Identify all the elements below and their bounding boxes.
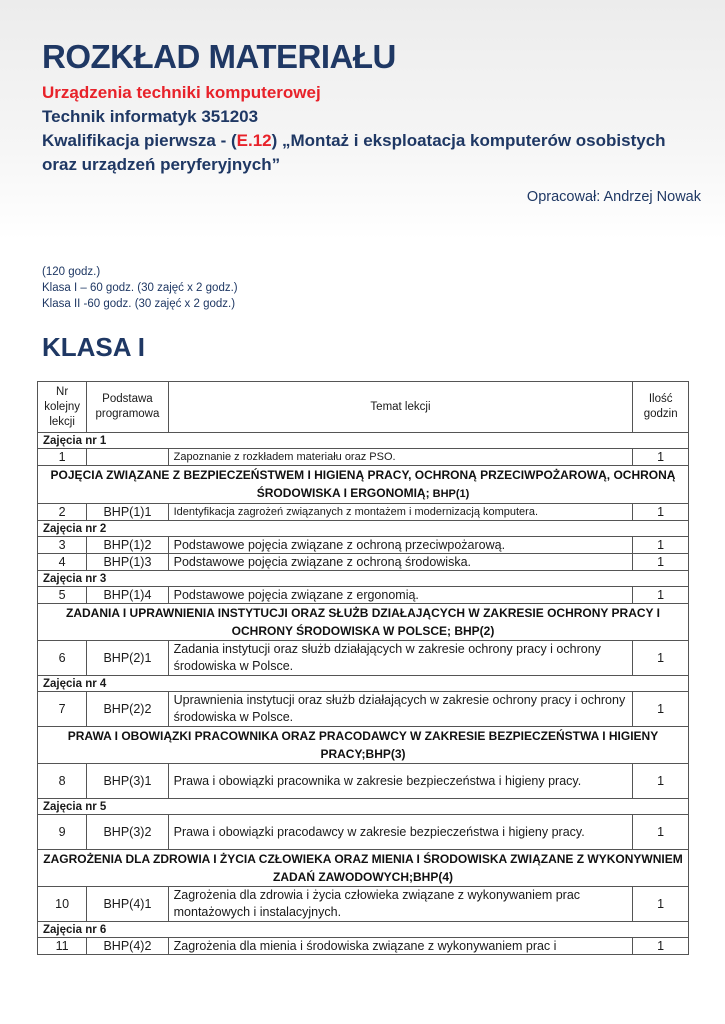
lesson-table (37, 381, 689, 955)
qualification-suffix: ) „Montaż i eksploatacja komputerów osobistych (271, 131, 666, 150)
qualification-line (42, 131, 666, 151)
zajecia-row (38, 922, 689, 938)
section-text: POJĘCIA ZWIĄZANE Z BEZPIECZEŃSTWEM I HIGIENĄ PRACY, OCHRONĄ PRZECIWPOŻAROWĄ, OCHRONĄ ŚRODOWISKA I ERGONOMIĄ; (50, 468, 676, 500)
cell-podstawa: BHP(3)2 (87, 815, 168, 850)
cell-nr: 10 (38, 887, 87, 922)
section-suffix: BHP(1) (429, 488, 470, 500)
table-row (38, 449, 689, 466)
zajecia-row (38, 676, 689, 692)
cell-nr: 7 (38, 692, 87, 727)
cell-podstawa (87, 449, 168, 466)
table-row (38, 815, 689, 850)
cell-nr: 9 (38, 815, 87, 850)
cell-ilosc: 1 (633, 692, 689, 727)
zajecia-row (38, 571, 689, 587)
cell-podstawa: BHP(1)1 (87, 504, 168, 521)
zajecia-row (38, 433, 689, 449)
section-row (38, 727, 689, 764)
cell-ilosc: 1 (633, 449, 689, 466)
cell-ilosc: 1 (633, 554, 689, 571)
cell-ilosc: 1 (633, 815, 689, 850)
cell-temat: Podstawowe pojęcia związane z ochroną przeciwpożarową. (168, 537, 633, 554)
table-row (38, 938, 689, 955)
table-row (38, 587, 689, 604)
section-heading: PRAWA I OBOWIĄZKI PRACOWNIKA ORAZ PRACODAWCY W ZAKRESIE BEZPIECZEŃSTWA I HIGIENY PRACY;BHP(3) (38, 727, 689, 764)
cell-temat: Podstawowe pojęcia związane z ochroną środowiska. (168, 554, 633, 571)
zajecia-row (38, 799, 689, 815)
cell-temat: Prawa i obowiązki pracownika w zakresie bezpieczeństwa i higieny pracy. (168, 764, 633, 799)
cell-ilosc: 1 (633, 587, 689, 604)
hours-class-2: Klasa II -60 godz. (30 zajęć x 2 godz.) (42, 298, 236, 310)
section-heading: ZADANIA I UPRAWNIENIA INSTYTUCJI ORAZ SŁUŻB DZIAŁAJĄCYCH W ZAKRESIE OCHRONY PRACY I OCHRONY ŚRODOWISKA W POLSCE; BHP(2) (38, 604, 689, 641)
table-row (38, 554, 689, 571)
document-title: ROZKŁAD MATERIAŁU (42, 38, 396, 75)
zajecia-label: Zajęcia nr 5 (38, 799, 689, 815)
cell-nr: 2 (38, 504, 87, 521)
qualification-prefix: Kwalifikacja pierwsza - ( (42, 131, 237, 150)
cell-nr: 6 (38, 641, 87, 676)
cell-nr: 4 (38, 554, 87, 571)
header-temat: Temat lekcji (168, 382, 633, 433)
cell-podstawa: BHP(1)3 (87, 554, 168, 571)
cell-temat: Podstawowe pojęcia związane z ergonomią. (168, 587, 633, 604)
hours-class-1: Klasa I – 60 godz. (30 zajęć x 2 godz.) (42, 282, 238, 294)
cell-podstawa: BHP(1)4 (87, 587, 168, 604)
cell-podstawa: BHP(3)1 (87, 764, 168, 799)
hours-total: (120 godz.) (42, 266, 101, 278)
table-header-row (38, 382, 689, 433)
cell-temat: Zagrożenia dla zdrowia i życia człowieka związane z wykonywaniem prac montażowych i instalacyjnych. (168, 887, 633, 922)
cell-nr: 11 (38, 938, 87, 955)
cell-ilosc: 1 (633, 887, 689, 922)
cell-ilosc: 1 (633, 764, 689, 799)
cell-ilosc: 1 (633, 537, 689, 554)
table-row (38, 537, 689, 554)
cell-podstawa: BHP(4)1 (87, 887, 168, 922)
header-podstawa: Podstawa programowa (87, 382, 168, 433)
cell-temat: Identyfikacja zagrożeń związanych z montażem i modernizacją komputera. (168, 504, 633, 521)
cell-nr: 1 (38, 449, 87, 466)
cell-nr: 3 (38, 537, 87, 554)
table-row (38, 504, 689, 521)
header-nr: Nr kolejny lekcji (38, 382, 87, 433)
qualification-code: E.12 (236, 131, 272, 150)
cell-nr: 5 (38, 587, 87, 604)
cell-podstawa: BHP(2)2 (87, 692, 168, 727)
cell-ilosc: 1 (633, 641, 689, 676)
table-row (38, 887, 689, 922)
cell-podstawa: BHP(1)2 (87, 537, 168, 554)
zajecia-label: Zajęcia nr 1 (38, 433, 689, 449)
profession-name: Technik informatyk 351203 (42, 107, 259, 126)
cell-podstawa: BHP(4)2 (87, 938, 168, 955)
cell-ilosc: 1 (633, 938, 689, 955)
section-title: KLASA I (42, 332, 146, 362)
hours-summary (42, 264, 238, 312)
cell-nr: 8 (38, 764, 87, 799)
zajecia-label: Zajęcia nr 4 (38, 676, 689, 692)
cell-temat: Prawa i obowiązki pracodawcy w zakresie bezpieczeństwa i higieny pracy. (168, 815, 633, 850)
zajecia-label: Zajęcia nr 3 (38, 571, 689, 587)
zajecia-row (38, 521, 689, 537)
cell-podstawa: BHP(2)1 (87, 641, 168, 676)
subject-name: Urządzenia techniki komputerowej (42, 83, 321, 102)
section-row (38, 466, 689, 504)
table-row (38, 692, 689, 727)
author-line: Opracował: Andrzej Nowak (526, 189, 701, 205)
table-row (38, 641, 689, 676)
section-heading (38, 466, 689, 504)
section-row (38, 850, 689, 887)
section-row (38, 604, 689, 641)
zajecia-label: Zajęcia nr 6 (38, 922, 689, 938)
cell-temat: Zapoznanie z rozkładem materiału oraz PSO. (168, 449, 633, 466)
cell-temat: Uprawnienia instytucji oraz służb działających w zakresie ochrony pracy i ochrony środowiska w Polsce. (168, 692, 633, 727)
cell-temat: Zadania instytucji oraz służb działających w zakresie ochrony pracy i ochrony środowiska w Polsce. (168, 641, 633, 676)
header-ilosc: Ilość godzin (633, 382, 689, 433)
cell-temat: Zagrożenia dla mienia i środowiska związane z wykonywaniem prac i (168, 938, 633, 955)
table-row (38, 764, 689, 799)
cell-ilosc: 1 (633, 504, 689, 521)
zajecia-label: Zajęcia nr 2 (38, 521, 689, 537)
section-heading: ZAGROŻENIA DLA ZDROWIA I ŻYCIA CZŁOWIEKA ORAZ MIENIA I ŚRODOWISKA ZWIĄZANE Z WYKONYWNIEM ZADAŃ ZAWODOWYCH;BHP(4) (38, 850, 689, 887)
qualification-line-2: oraz urządzeń peryferyjnych” (42, 155, 281, 174)
